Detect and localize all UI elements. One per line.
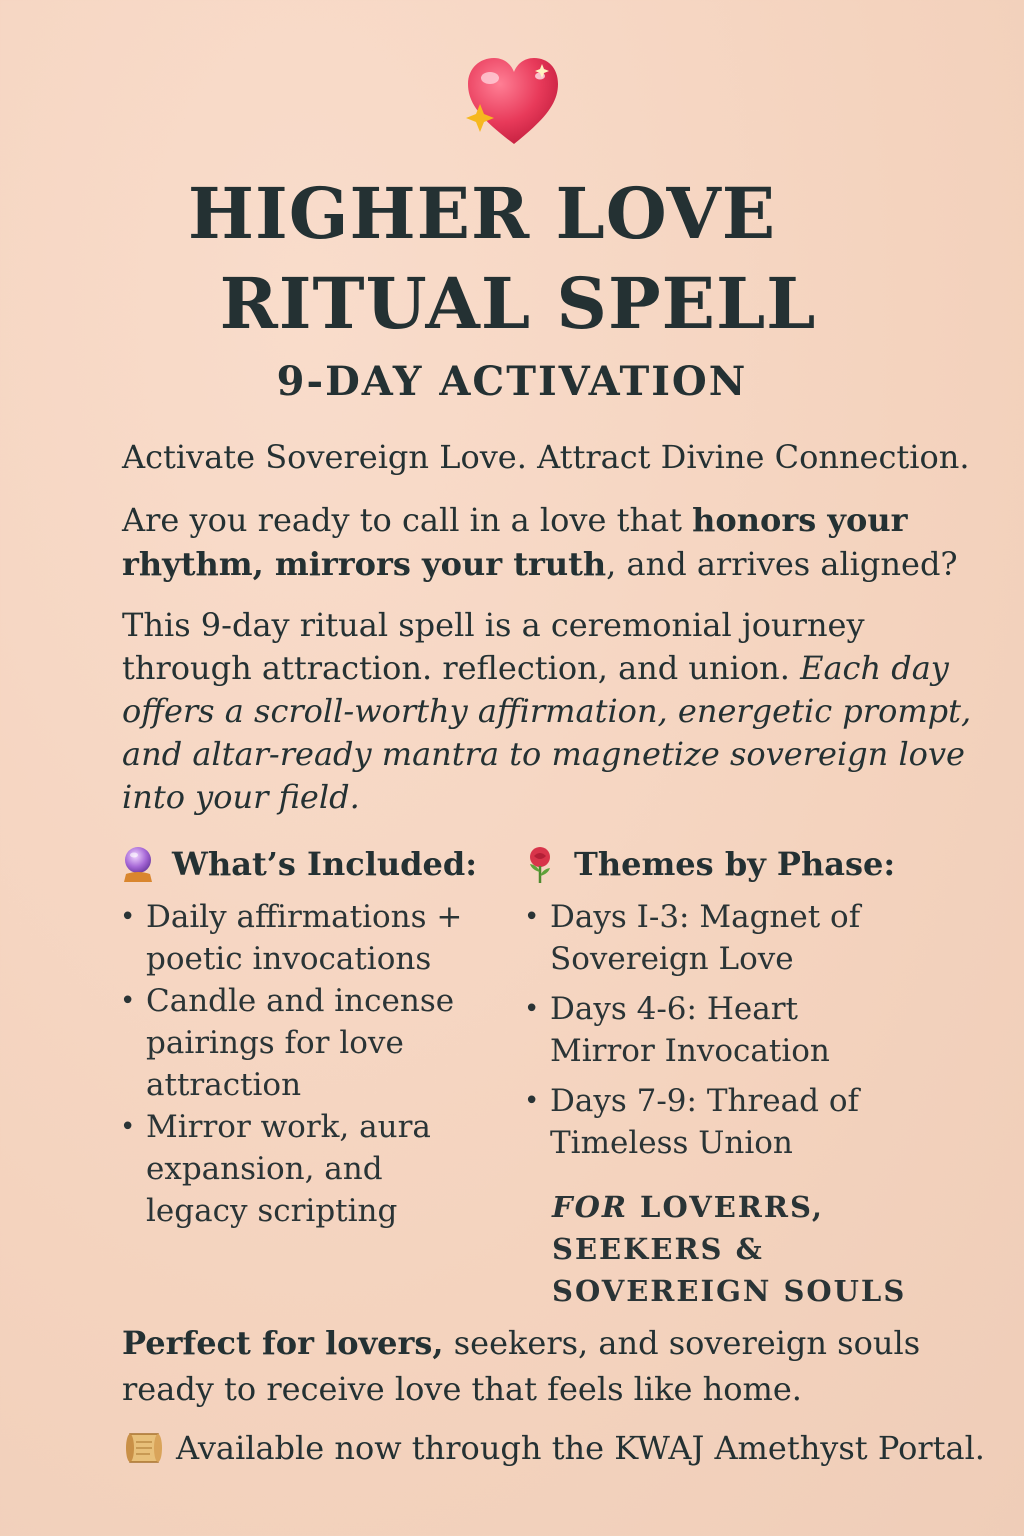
perfect-rest: seekers, and sovereign souls ready to receive love that feels like home. [122, 1324, 921, 1408]
list-item: • Daily affirmations + poetic invocations [120, 896, 480, 980]
themes-list [524, 896, 884, 1172]
callout-rest: LOVERRS, SEEKERS & SOVEREIGN SOULS [552, 1190, 907, 1308]
availability-line [122, 1428, 1012, 1468]
available-text: Available now through the KWAJ Amethyst Portal. [176, 1429, 985, 1467]
subtitle: 9-DAY ACTIVATION [276, 358, 748, 405]
intro-paragraph-2 [122, 604, 982, 819]
included-list [120, 896, 480, 1232]
title-line-2: RITUAL SPELL [219, 262, 817, 345]
themes-heading [520, 844, 895, 884]
audience-callout [552, 1186, 992, 1312]
rose-icon [520, 844, 560, 884]
included-heading [118, 844, 477, 884]
para2-plain: This 9-day ritual spell is a ceremonial journey through attraction. reflection, and union. [122, 606, 865, 687]
title-line-1: HIGHER LOVE [187, 172, 777, 255]
included-heading-text: What’s Included: [172, 845, 478, 883]
list-item: • Days 4-6: Heart Mirror Invocation [524, 988, 884, 1072]
para1-prefix: Are you ready to call in a love that [122, 501, 693, 539]
callout-for: FOR [552, 1190, 628, 1224]
intro-paragraph-1 [122, 498, 982, 586]
para1-bold: honors your rhythm, mirrors your truth [122, 501, 908, 583]
crystal-ball-icon [118, 844, 158, 884]
perfect-bold: Perfect for lovers, [122, 1324, 444, 1362]
para1-suffix: , and arrives aligned? [606, 545, 958, 583]
list-item: • Candle and incense pairings for love attraction [120, 980, 480, 1106]
scroll-icon [122, 1428, 166, 1468]
themes-heading-text: Themes by Phase: [574, 845, 896, 883]
sparkling-heart-icon [462, 54, 562, 150]
tagline: Activate Sovereign Love. Attract Divine Connection. [122, 438, 970, 476]
list-item: • Days 7-9: Thread of Timeless Union [524, 1080, 884, 1164]
para2-italic: Each day offers a scroll-worthy affirmation, energetic prompt, and altar-ready mantra to magnetize sovereign love into your field. [122, 649, 972, 816]
perfect-for-text [122, 1320, 1002, 1412]
list-item: • Days I-3: Magnet of Sovereign Love [524, 896, 884, 980]
list-item: • Mirror work, aura expansion, and legacy scripting [120, 1106, 480, 1232]
